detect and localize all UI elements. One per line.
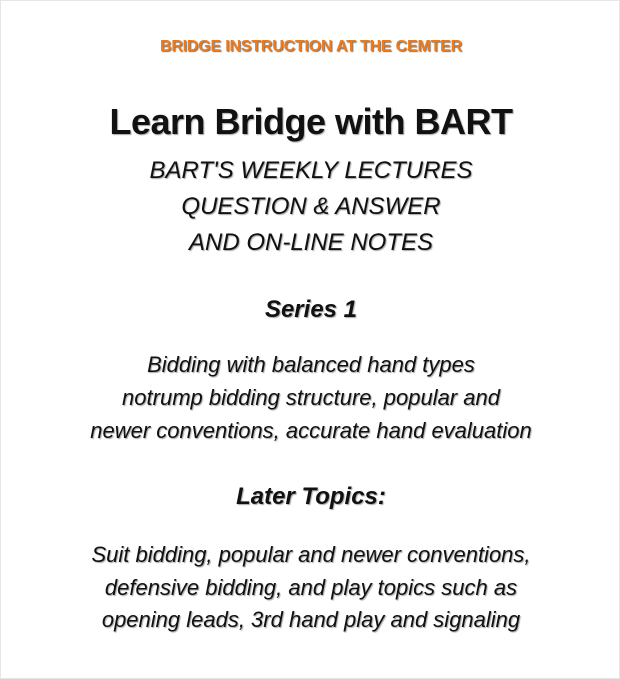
series-heading: Series 1 — [264, 296, 358, 323]
kicker-heading: BRIDGE INSTRUCTION AT THE CEMTER — [159, 38, 463, 55]
subtitle-line: QUESTION & ANSWER — [181, 193, 441, 220]
later-topics-line: Suit bidding, popular and newer conventions, — [91, 542, 531, 567]
subtitle-line: AND ON-LINE NOTES — [188, 229, 434, 256]
series-description-line: newer conventions, accurate hand evaluation — [90, 418, 532, 443]
later-topics-line: opening leads, 3rd hand play and signaling — [101, 607, 521, 632]
series-description-line: Bidding with balanced hand types — [147, 352, 475, 377]
later-topics-heading: Later Topics: — [236, 483, 386, 510]
series-description-line: notrump bidding structure, popular and — [122, 385, 500, 410]
page-title: Learn Bridge with BART — [109, 101, 513, 142]
later-topics-line: defensive bidding, and play topics such as — [104, 575, 518, 600]
subtitle-line: BART'S WEEKLY LECTURES — [149, 157, 473, 184]
